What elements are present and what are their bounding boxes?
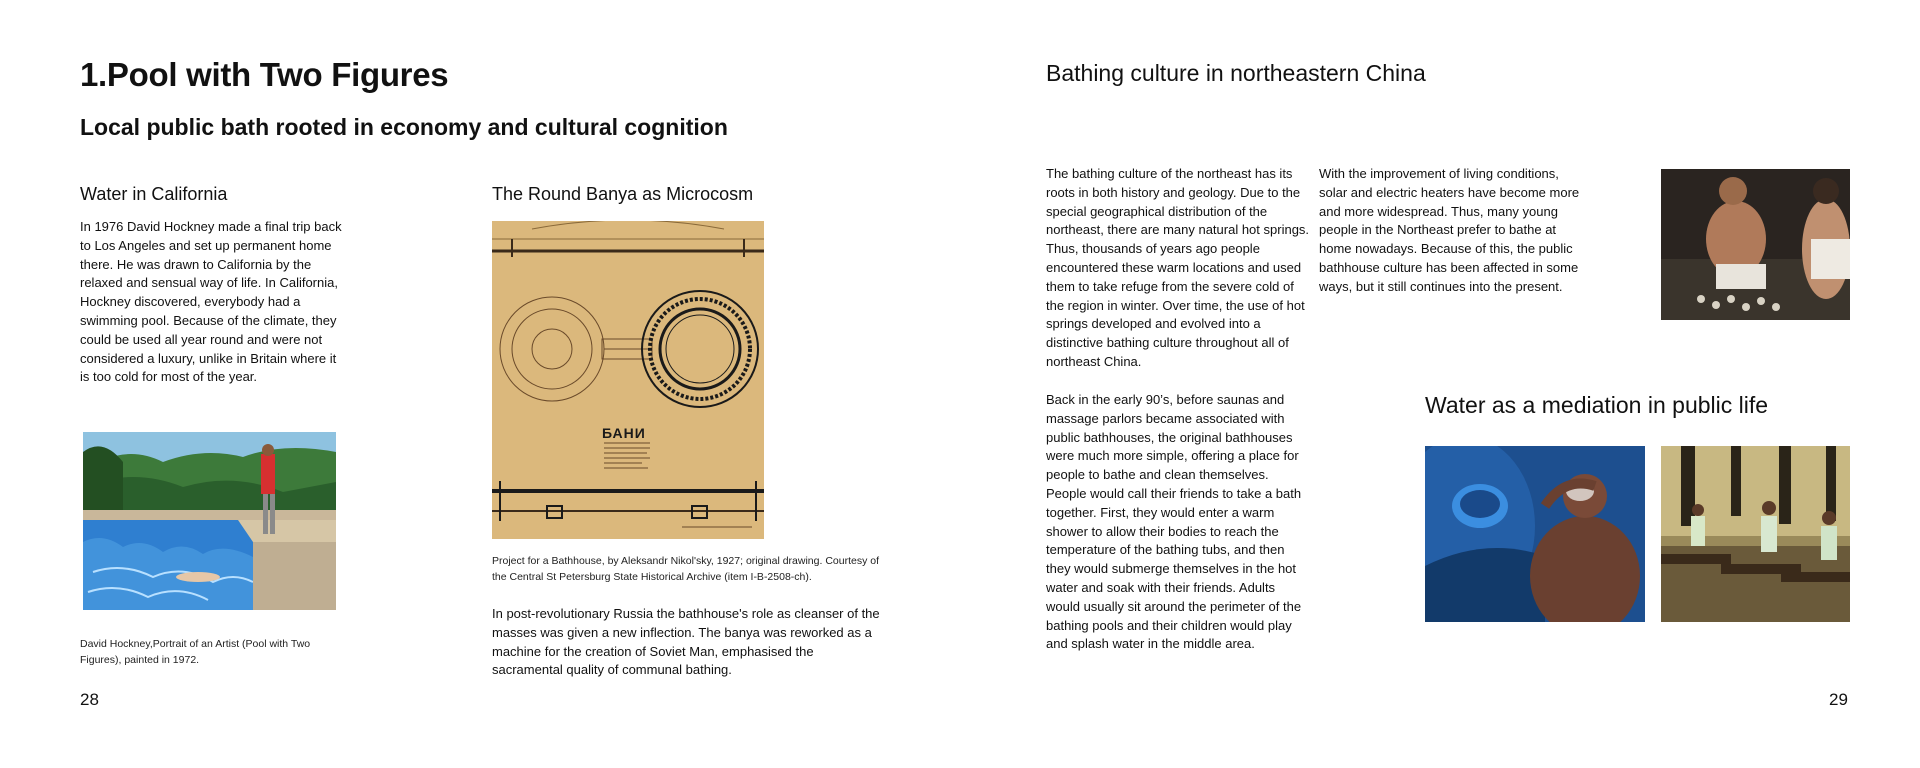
banya-body-text: In post-revolutionary Russia the bathhouse's role as cleanser of the masses was given a new inflection. The banya was reworked as a machine for the creation of Soviet Man, emphasised the sacramental quality of communal bathing. — [492, 606, 880, 678]
northeast-body-text-2: Back in the early 90’s, before saunas and massage parlors became associated with public bathhouses, the original bathhouses were much more simple, offering a place for people to bathe and clean themselves. People would call their friends to take a bath together. First, they would enter a warm shower to allow their bodies to reach the temperature of the bathing tubs, and then they would submerge themselves in the hot water and soak with their friends. Adults would usually sit around the perimeter of the bathing pools and their children would play and splash water in the middle area. — [1046, 392, 1302, 652]
page-title: 1.Pool with Two Figures — [80, 56, 449, 93]
northeast-body-text-1: The bathing culture of the northeast has its roots in both history and geology. Due to the special geographical distribution of the northeast, there are many natural hot springs. Thus, thousands of years ago people encountered these warm locations and used them to take refuge from the severe cold of the region in winter. Over time, the use of hot springs developed and evolved into a distinctive bathing culture throughout all of northeast China. — [1046, 166, 1310, 369]
hockney-painting-image — [83, 432, 336, 610]
bathhouse-men-photo — [1661, 169, 1850, 320]
banya-caption: Project for a Bathhouse, by Aleksandr Nikol'sky, 1927; original drawing. Courtesy of the Central St Petersburg State Historical Archive (item I-B-2508-ch). — [492, 555, 880, 583]
page-subtitle: Local public bath rooted in economy and cultural cognition — [80, 114, 728, 140]
section-heading-banya: The Round Banya as Microcosm — [492, 184, 754, 204]
hockney-caption: David Hockney,Portrait of an Artist (Pool with Two Figures), painted in 1972. — [80, 638, 311, 666]
page-number-right: 29 — [1829, 690, 1848, 709]
page-number-left: 28 — [80, 690, 99, 709]
bathtub-washing-photo — [1425, 446, 1645, 622]
banya-drawing-image — [492, 221, 764, 539]
massage-tables-photo — [1661, 446, 1850, 622]
right-page-title: Bathing culture in northeastern China — [1046, 60, 1426, 86]
mediation-heading: Water as a mediation in public life — [1425, 392, 1769, 418]
banya-drawing-label: БАНИ — [602, 425, 646, 441]
section-heading-california: Water in California — [80, 184, 228, 204]
living-conditions-body-text: With the improvement of living conditions, solar and electric heaters have become more and more widespread. Thus, many young people in the Northeast prefer to bathe at home nowadays. Because of this, the public bathhouse culture has been affected in some ways, but it still continues into the present. — [1319, 166, 1580, 294]
california-body-text: In 1976 David Hockney made a final trip back to Los Angeles and set up permanent home there. He was drawn to California by the relaxed and sensual way of life. In California, Hockney discovered, everybody had a swimming pool. Because of the climate, they could be used all year round and were not considered a luxury, unlike in Britain where it is too cold for most of the year. — [80, 219, 342, 385]
